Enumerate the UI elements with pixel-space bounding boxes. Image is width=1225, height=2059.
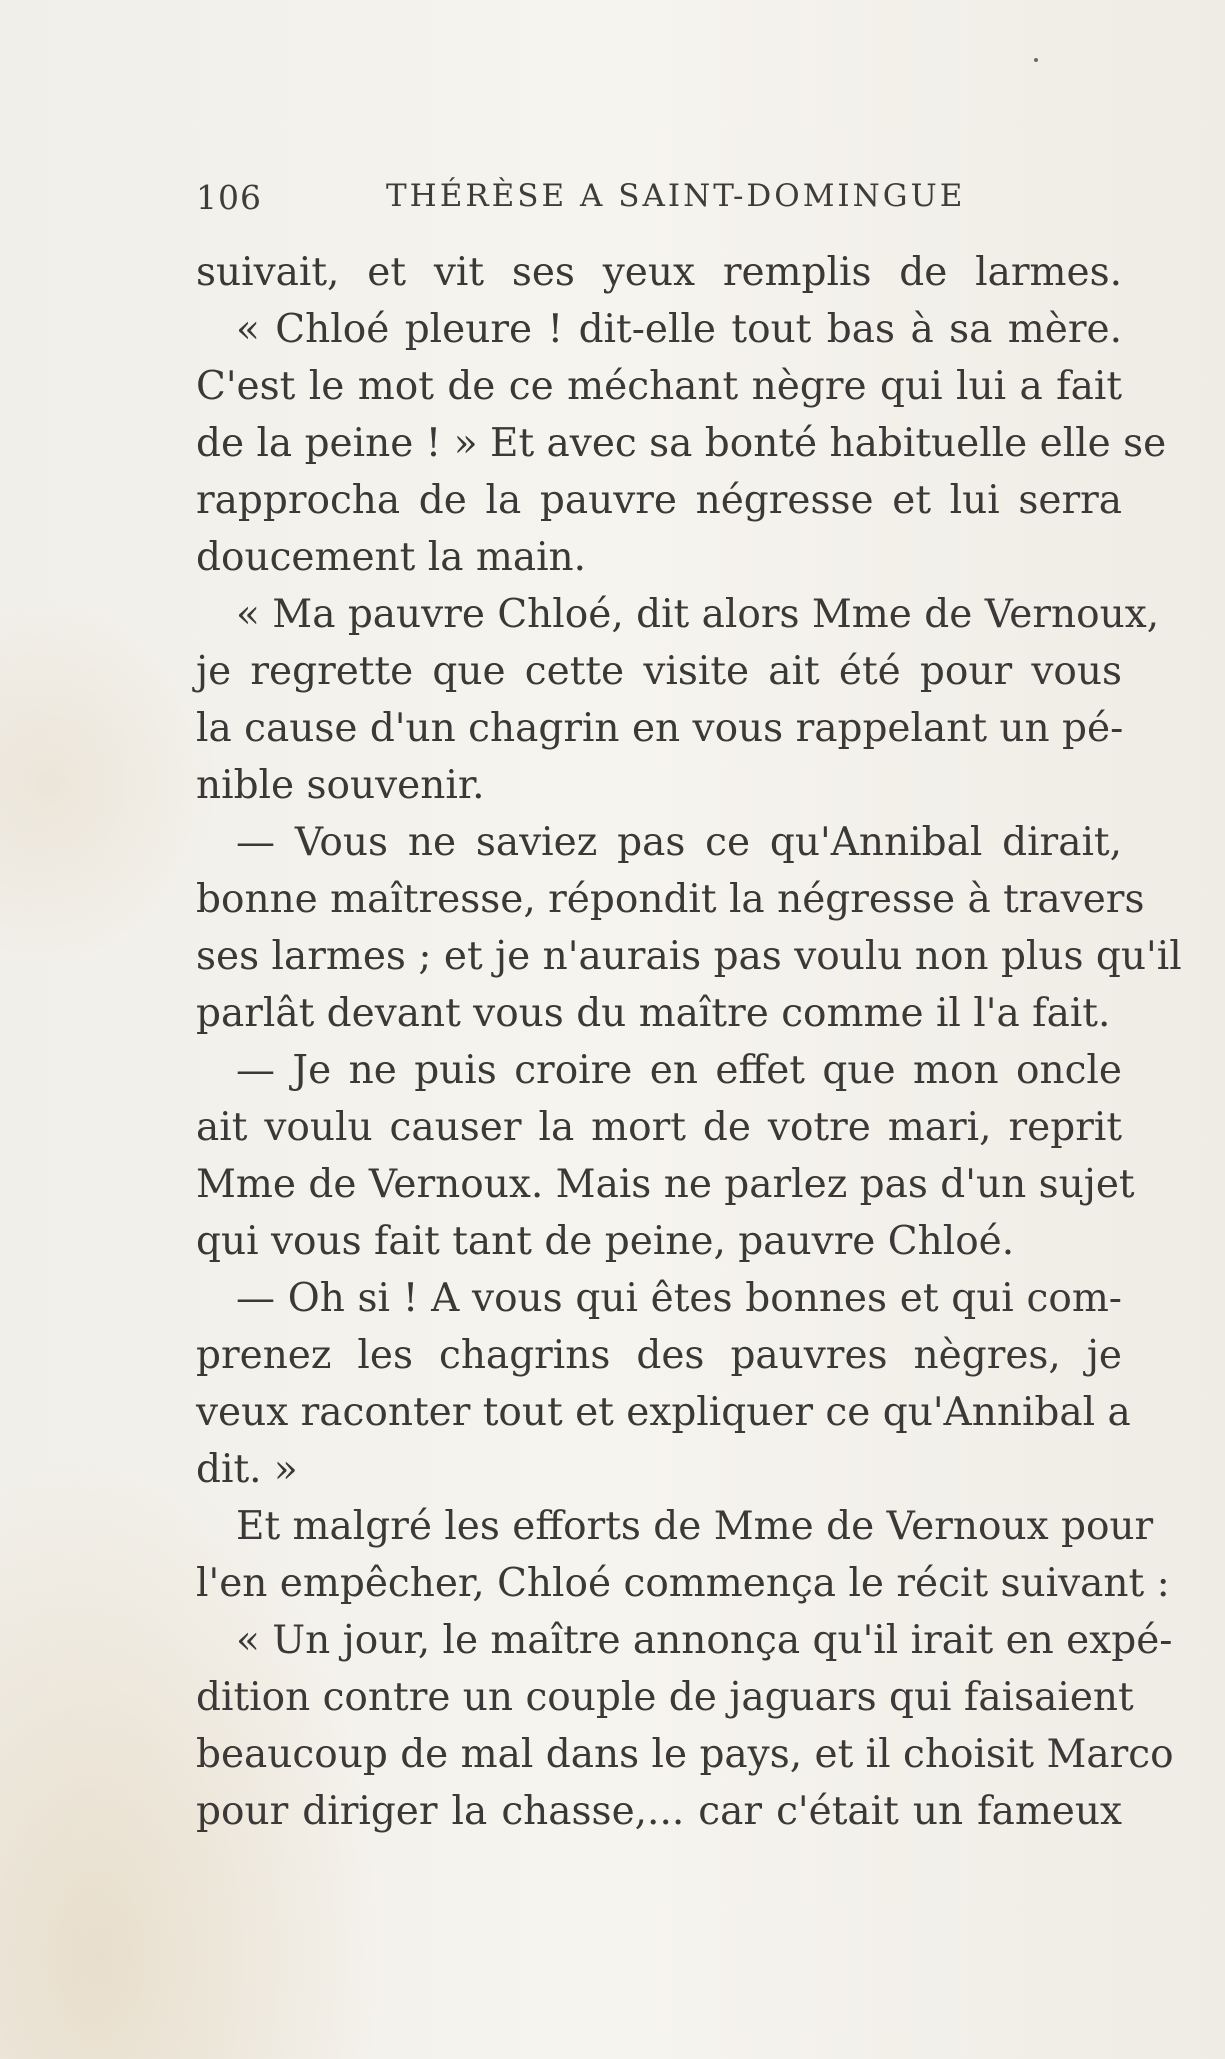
text-line: ait voulu causer la mort de votre mari, reprit (196, 1105, 1122, 1150)
text-line: — Je ne puis croire en effet que mon oncle (236, 1048, 1122, 1093)
text-line: — Oh si ! A vous qui êtes bonnes et qui com- (236, 1276, 1122, 1321)
text-line: suivait, et vit ses yeux remplis de larmes. (196, 250, 1122, 295)
text-line: prenez les chagrins des pauvres nègres, je (196, 1333, 1122, 1378)
text-line: la cause d'un chagrin en vous rappelant un pé- (196, 706, 1124, 751)
text-line: « Ma pauvre Chloé, dit alors Mme de Vernoux, (236, 592, 1160, 637)
text-line: pour diriger la chasse,... car c'était un fameux (196, 1789, 1122, 1834)
text-line: « Chloé pleure ! dit-elle tout bas à sa mère. (236, 307, 1122, 352)
text-line: nible souvenir. (196, 763, 485, 808)
text-line: veux raconter tout et expliquer ce qu'Annibal a (196, 1390, 1131, 1435)
text-line: ses larmes ; et je n'aurais pas voulu non plus qu'il (196, 934, 1182, 979)
running-title: THÉRÈSE A SAINT-DOMINGUE (386, 178, 966, 214)
text-line: doucement la main. (196, 535, 587, 580)
ink-speck (1034, 58, 1038, 62)
body-text (196, 244, 1182, 1840)
text-line: rapprocha de la pauvre négresse et lui serra (196, 478, 1122, 523)
text-line: Mme de Vernoux. Mais ne parlez pas d'un sujet (196, 1162, 1135, 1207)
text-line: je regrette que cette visite ait été pour vous (196, 649, 1122, 694)
text-line: l'en empêcher, Chloé commença le récit suivant : (196, 1561, 1170, 1606)
text-line: parlât devant vous du maître comme il l'a fait. (196, 991, 1111, 1036)
text-line: beaucoup de mal dans le pays, et il choisit Marco (196, 1732, 1174, 1777)
text-line: C'est le mot de ce méchant nègre qui lui a fait (196, 364, 1122, 409)
page-number: 106 (196, 178, 262, 217)
text-line: qui vous fait tant de peine, pauvre Chloé. (196, 1219, 1015, 1264)
text-line: « Un jour, le maître annonça qu'il irait en expé- (236, 1618, 1173, 1663)
text-line: dition contre un couple de jaguars qui faisaient (196, 1675, 1134, 1720)
text-line: dit. » (196, 1447, 298, 1492)
text-line: Et malgré les efforts de Mme de Vernoux pour (236, 1504, 1154, 1549)
page-header (196, 178, 1126, 224)
text-line: — Vous ne saviez pas ce qu'Annibal dirait, (236, 820, 1122, 865)
text-line: de la peine ! » Et avec sa bonté habituelle elle se (196, 421, 1167, 466)
text-line: bonne maîtresse, répondit la négresse à travers (196, 877, 1145, 922)
